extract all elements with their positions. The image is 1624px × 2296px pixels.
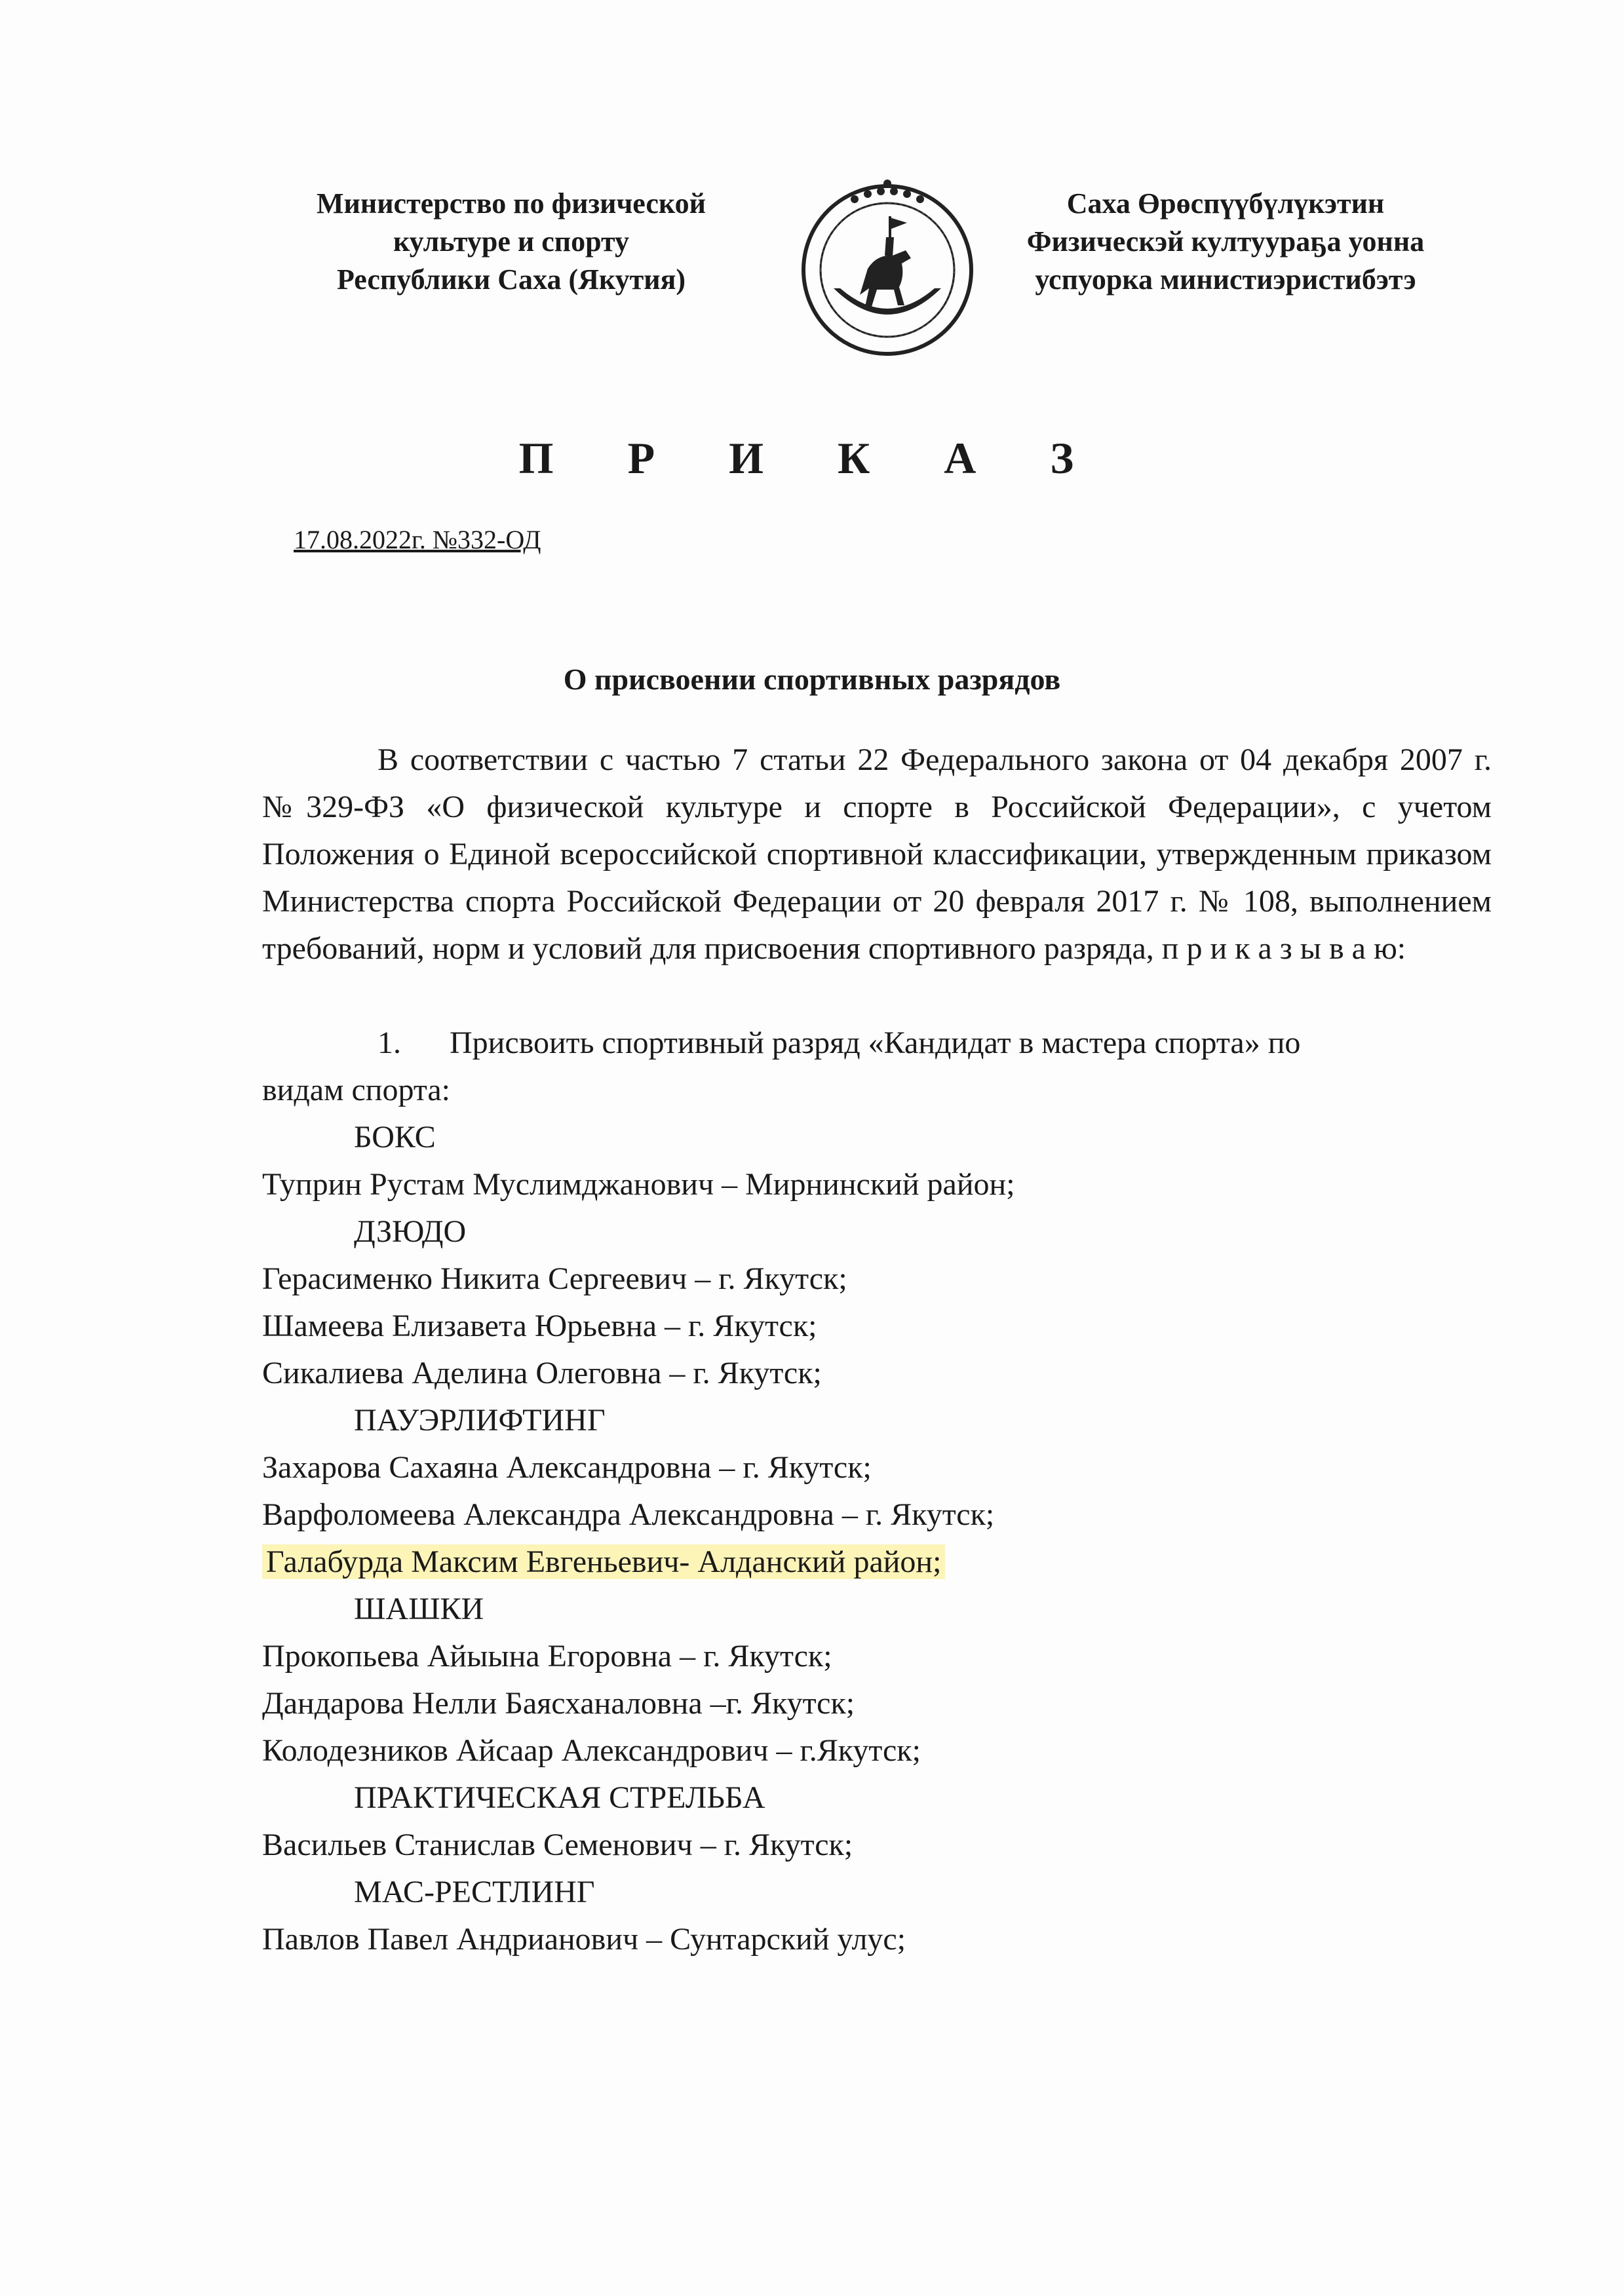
sport-heading: БОКС — [354, 1120, 436, 1155]
awardee-entry: Сикалиева Аделина Олеговна – г. Якутск; — [262, 1356, 822, 1390]
preamble — [262, 737, 1492, 972]
coat-of-arms-sakha-icon — [794, 177, 980, 360]
awardee-entry: Павлов Павел Андрианович – Сунтарский улус; — [262, 1922, 906, 1957]
order-date-number: 17.08.2022г. №332-ОД — [294, 525, 541, 554]
awardee-entry: Колодезников Айсаар Александрович – г.Якутск; — [262, 1733, 921, 1768]
sport-heading: ПРАКТИЧЕСКАЯ СТРЕЛЬБА — [354, 1780, 765, 1815]
item-text: Присвоить спортивный разряд «Кандидат в мастера спорта» по — [450, 1025, 1301, 1060]
ministry-name-line: Саха Өрөспүүбүлүкэтин — [1066, 187, 1385, 220]
awardee-entry: Дандарова Нелли Баясханаловна –г. Якутск; — [262, 1686, 855, 1721]
awardee-entry: Варфоломеева Александра Александровна – г. Якутск; — [262, 1497, 995, 1532]
order-subject: О присвоении спортивных разрядов — [563, 662, 1061, 696]
order-item-1 — [262, 1020, 1492, 1114]
order-title: П Р И К А З — [518, 433, 1106, 483]
ministry-name-line: Республики Саха (Якутия) — [336, 263, 686, 296]
ministry-name-russian — [262, 185, 760, 299]
awardee-list — [262, 1114, 1492, 1963]
ministry-name-line: культуре и спорту — [393, 225, 630, 258]
awardee-entry: Захарова Сахаяна Александровна – г. Якутск; — [262, 1450, 872, 1485]
sport-heading: ДЗЮДО — [354, 1214, 467, 1249]
awardee-entry: Шамеева Елизавета Юрьевна – г. Якутск; — [262, 1309, 817, 1343]
sport-heading: МАС-РЕСТЛИНГ — [354, 1875, 595, 1909]
sport-heading: ПАУЭРЛИФТИНГ — [354, 1403, 606, 1438]
awardee-entry: Туприн Рустам Муслимджанович – Мирнинский район; — [262, 1167, 1015, 1202]
ministry-name-line: успуорка министиэристибэтэ — [1035, 263, 1416, 296]
preamble-paragraph: В соответствии с частью 7 статьи 22 Федерального закона от 04 декабря 2007 г. №329-ФЗ «О физической культуре и спорте в Российской Федерации», с учетом Положения о Единой всероссийской спортивной классификации, утвержденным приказом Министерства спорта Российской Федерации от 20 февраля 2017 г. № 108, выполнением требований, норм и условий для присвоения спортивного разряда, п р и к а з ы в а ю: — [262, 742, 1492, 966]
highlighted-awardee-entry: Галабурда Максим Евгеньевич- Алданский район; — [262, 1544, 945, 1579]
ministry-name-yakut — [976, 185, 1475, 299]
awardee-entry: Васильев Станислав Семенович – г. Якутск; — [262, 1827, 853, 1862]
sport-heading: ШАШКИ — [354, 1592, 484, 1626]
awardee-entry: Прокопьева Айыына Егоровна – г. Якутск; — [262, 1639, 832, 1674]
ministry-name-line: Физическэй култуураҕа уонна — [1026, 225, 1425, 258]
item-number: 1. — [377, 1025, 401, 1060]
item-text-continued: видам спорта: — [262, 1073, 451, 1107]
ministry-name-line: Министерство по физической — [316, 187, 706, 220]
awardee-entry: Герасименко Никита Сергеевич – г. Якутск; — [262, 1261, 847, 1296]
